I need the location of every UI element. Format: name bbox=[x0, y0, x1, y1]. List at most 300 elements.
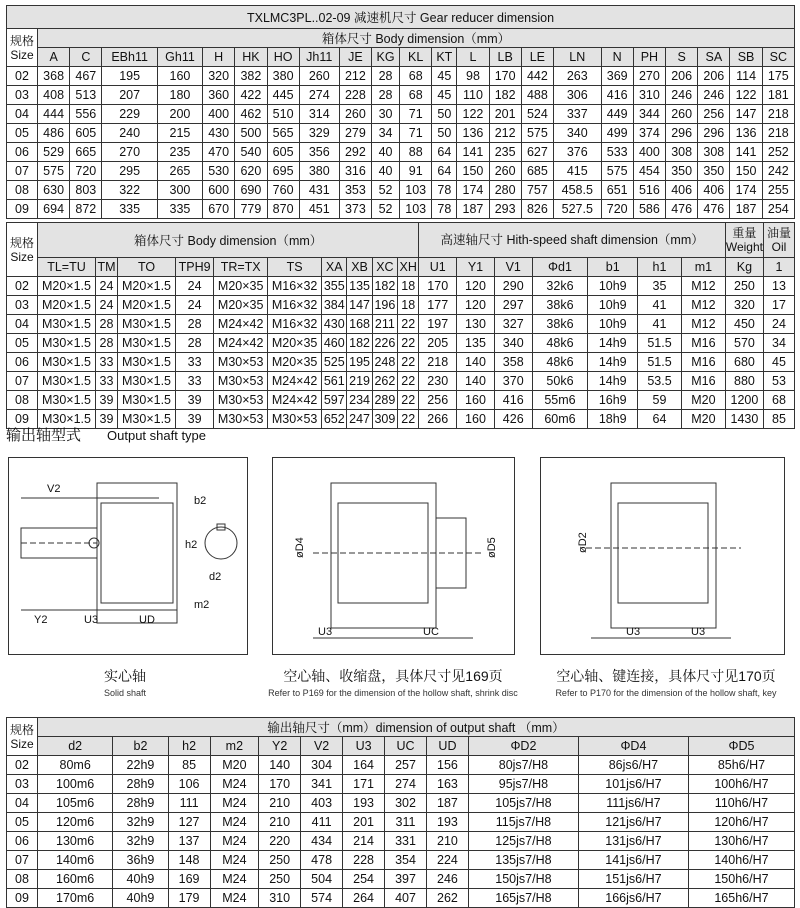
column-header: UD bbox=[426, 737, 468, 756]
table-cell: 177 bbox=[419, 296, 457, 315]
table-row bbox=[7, 794, 795, 813]
column-header: 1 bbox=[764, 258, 795, 277]
table-cell: 205 bbox=[419, 334, 457, 353]
table-cell: 24 bbox=[764, 315, 795, 334]
table-cell: 529 bbox=[38, 143, 70, 162]
output-shaft-dimension-table bbox=[6, 717, 795, 908]
table-cell: 148 bbox=[168, 851, 210, 870]
table-cell: 408 bbox=[38, 86, 70, 105]
table-cell: 187 bbox=[457, 200, 489, 219]
table-cell: 120h6/H7 bbox=[688, 813, 794, 832]
table-cell: 870 bbox=[267, 200, 299, 219]
table-cell: M24 bbox=[210, 851, 259, 870]
table-cell: 575 bbox=[38, 162, 70, 181]
table-cell: 10h9 bbox=[588, 277, 638, 296]
table-cell: 120 bbox=[457, 296, 495, 315]
table-cell: 694 bbox=[38, 200, 70, 219]
table-cell: 270 bbox=[633, 67, 665, 86]
table-cell: 38k6 bbox=[532, 315, 588, 334]
table-cell: 68 bbox=[400, 86, 432, 105]
table-cell: 458.5 bbox=[554, 181, 602, 200]
column-header: KG bbox=[372, 48, 400, 67]
column-header: SA bbox=[698, 48, 730, 67]
table-cell: 254 bbox=[762, 200, 794, 219]
table-cell: 527.5 bbox=[554, 200, 602, 219]
table-cell: 14h9 bbox=[588, 353, 638, 372]
table-cell: M30×1.5 bbox=[118, 410, 176, 429]
table-cell: 22h9 bbox=[113, 756, 168, 775]
table-cell: 344 bbox=[633, 105, 665, 124]
table-cell: 296 bbox=[698, 124, 730, 143]
table-cell: 426 bbox=[494, 410, 532, 429]
table-cell: 88 bbox=[400, 143, 432, 162]
table-cell: 652 bbox=[322, 410, 347, 429]
table-cell: 170 bbox=[259, 775, 301, 794]
table-cell: 280 bbox=[489, 181, 521, 200]
table-cell: 71 bbox=[400, 105, 432, 124]
table-cell: 91 bbox=[400, 162, 432, 181]
table-cell: 406 bbox=[666, 181, 698, 200]
table-cell: 64 bbox=[432, 162, 457, 181]
table-cell: M24 bbox=[210, 775, 259, 794]
table-cell: 450 bbox=[725, 315, 763, 334]
table-cell: 207 bbox=[102, 86, 157, 105]
table-cell: 122 bbox=[457, 105, 489, 124]
table-cell: 182 bbox=[372, 277, 397, 296]
table-cell: 41 bbox=[638, 315, 682, 334]
table-cell: 218 bbox=[762, 124, 794, 143]
size-header bbox=[7, 29, 38, 67]
column-header: Kg bbox=[725, 258, 763, 277]
table-cell: 690 bbox=[235, 181, 267, 200]
table-cell: 880 bbox=[725, 372, 763, 391]
table-cell: 136 bbox=[457, 124, 489, 143]
table-cell: 235 bbox=[489, 143, 521, 162]
column-header: b2 bbox=[113, 737, 168, 756]
table-cell: 131js6/H7 bbox=[578, 832, 688, 851]
table-cell: 218 bbox=[419, 353, 457, 372]
column-header: LE bbox=[521, 48, 553, 67]
table-cell: 300 bbox=[157, 181, 202, 200]
column-header: TS bbox=[268, 258, 322, 277]
column-header: JE bbox=[339, 48, 371, 67]
table-cell: 78 bbox=[432, 200, 457, 219]
table-cell: 39 bbox=[95, 391, 117, 410]
solid-shaft-diagram bbox=[8, 457, 248, 655]
table-cell: M30×1.5 bbox=[38, 372, 96, 391]
table-cell: 400 bbox=[633, 143, 665, 162]
column-header: UC bbox=[385, 737, 427, 756]
table-cell: 600 bbox=[203, 181, 235, 200]
table-cell: 80m6 bbox=[38, 756, 113, 775]
table-cell: 52 bbox=[372, 200, 400, 219]
table-cell: 264 bbox=[343, 889, 385, 908]
table-cell: 337 bbox=[554, 105, 602, 124]
table-cell: 575 bbox=[521, 124, 553, 143]
size-cell: 05 bbox=[7, 124, 38, 143]
table-cell: 50k6 bbox=[532, 372, 588, 391]
table-cell: 565 bbox=[267, 124, 299, 143]
table-cell: 122 bbox=[730, 86, 762, 105]
table-cell: 64 bbox=[432, 143, 457, 162]
label-b2: b2 bbox=[194, 495, 207, 507]
table-row bbox=[7, 86, 795, 105]
column-header: U3 bbox=[343, 737, 385, 756]
label-D5: øD5 bbox=[486, 537, 498, 558]
size-label-en: Size bbox=[10, 736, 34, 751]
table-cell: 103 bbox=[400, 181, 432, 200]
table-cell: 630 bbox=[38, 181, 70, 200]
table-cell: 115js7/H8 bbox=[468, 813, 578, 832]
table-cell: 28 bbox=[176, 334, 214, 353]
column-header: LN bbox=[554, 48, 602, 67]
table-cell: 175 bbox=[762, 67, 794, 86]
table-cell: 470 bbox=[203, 143, 235, 162]
table-cell: 308 bbox=[698, 143, 730, 162]
table-cell: 451 bbox=[299, 200, 339, 219]
table-cell: 380 bbox=[299, 162, 339, 181]
table-cell: 246 bbox=[698, 86, 730, 105]
table-cell: 206 bbox=[698, 67, 730, 86]
table-cell: 486 bbox=[38, 124, 70, 143]
table-cell: 17 bbox=[764, 296, 795, 315]
table-cell: 181 bbox=[762, 86, 794, 105]
table-cell: 355 bbox=[322, 277, 347, 296]
table-cell: 296 bbox=[666, 124, 698, 143]
table-cell: 670 bbox=[203, 200, 235, 219]
table-cell: 368 bbox=[38, 67, 70, 86]
table-cell: 182 bbox=[489, 86, 521, 105]
table-cell: 422 bbox=[235, 86, 267, 105]
table-row bbox=[7, 67, 795, 86]
size-header bbox=[7, 223, 38, 277]
table-cell: 234 bbox=[347, 391, 372, 410]
table-cell: 224 bbox=[426, 851, 468, 870]
table-cell: 369 bbox=[601, 67, 633, 86]
table-row bbox=[7, 105, 795, 124]
table-cell: 445 bbox=[267, 86, 299, 105]
table-cell: 434 bbox=[301, 832, 343, 851]
table-cell: 431 bbox=[299, 181, 339, 200]
table-cell: 219 bbox=[347, 372, 372, 391]
size-cell: 02 bbox=[7, 277, 38, 296]
table-cell: 33 bbox=[95, 372, 117, 391]
table-cell: M16 bbox=[681, 372, 725, 391]
table-cell: 85h6/H7 bbox=[688, 756, 794, 775]
table-cell: 331 bbox=[385, 832, 427, 851]
table-cell: 210 bbox=[259, 794, 301, 813]
table-cell: M24 bbox=[210, 832, 259, 851]
table-cell: M30×1.5 bbox=[38, 334, 96, 353]
table-cell: 256 bbox=[698, 105, 730, 124]
table-cell: M20×35 bbox=[214, 277, 268, 296]
column-header: SC bbox=[762, 48, 794, 67]
hollow-shaft-key-diagram bbox=[540, 457, 785, 655]
column-header: S bbox=[666, 48, 698, 67]
column-header: XH bbox=[398, 258, 419, 277]
table-cell: 13 bbox=[764, 277, 795, 296]
table-cell: 250 bbox=[259, 870, 301, 889]
weight-label-en: Weight bbox=[725, 240, 763, 254]
table-row bbox=[7, 296, 795, 315]
label-U3: U3 bbox=[318, 626, 333, 638]
table-cell: 166js6/H7 bbox=[578, 889, 688, 908]
table-cell: M16 bbox=[681, 334, 725, 353]
table-row bbox=[7, 372, 795, 391]
table-cell: 228 bbox=[339, 86, 371, 105]
section-title-en: Output shaft type bbox=[107, 428, 207, 443]
table-cell: 10h9 bbox=[588, 315, 638, 334]
table-cell: 467 bbox=[70, 67, 102, 86]
column-header: L bbox=[457, 48, 489, 67]
table-cell: 1200 bbox=[725, 391, 763, 410]
table-cell: 14h9 bbox=[588, 372, 638, 391]
table-row bbox=[7, 200, 795, 219]
table-cell: M30×1.5 bbox=[38, 410, 96, 429]
caption-cn: 实心轴 bbox=[104, 668, 146, 684]
table-cell: 504 bbox=[301, 870, 343, 889]
table-row bbox=[7, 181, 795, 200]
label-d2: d2 bbox=[209, 571, 222, 583]
table-cell: M20×1.5 bbox=[38, 277, 96, 296]
hollow-shaft-shrink-disc-diagram bbox=[272, 457, 515, 655]
table-cell: M30×53 bbox=[268, 410, 322, 429]
table-cell: 449 bbox=[601, 105, 633, 124]
column-header: Jh11 bbox=[299, 48, 339, 67]
table-cell: M24 bbox=[210, 794, 259, 813]
body-dimension-header: 箱体尺寸 Body dimension（mm） bbox=[38, 223, 419, 258]
table-cell: 22 bbox=[398, 372, 419, 391]
size-label-en: Size bbox=[10, 47, 34, 62]
column-header: h2 bbox=[168, 737, 210, 756]
table-cell: 685 bbox=[521, 162, 553, 181]
table-cell: 195 bbox=[102, 67, 157, 86]
table-cell: 760 bbox=[267, 181, 299, 200]
table-cell: 60m6 bbox=[532, 410, 588, 429]
size-cell: 06 bbox=[7, 353, 38, 372]
table-cell: 680 bbox=[725, 353, 763, 372]
table-cell: M20×1.5 bbox=[38, 296, 96, 315]
table-cell: 803 bbox=[70, 181, 102, 200]
size-cell: 02 bbox=[7, 67, 38, 86]
table-cell: 160m6 bbox=[38, 870, 113, 889]
size-label-en: Size bbox=[10, 249, 34, 264]
table-cell: 230 bbox=[419, 372, 457, 391]
table-cell: 242 bbox=[762, 162, 794, 181]
table-cell: 55m6 bbox=[532, 391, 588, 410]
table-cell: 160 bbox=[457, 410, 495, 429]
table-cell: M30×1.5 bbox=[38, 315, 96, 334]
table-cell: 262 bbox=[372, 372, 397, 391]
table-cell: 168 bbox=[347, 315, 372, 334]
table-cell: 406 bbox=[698, 181, 730, 200]
table-cell: 163 bbox=[426, 775, 468, 794]
table-cell: M24 bbox=[210, 813, 259, 832]
table-cell: M30×53 bbox=[214, 391, 268, 410]
table-cell: 356 bbox=[299, 143, 339, 162]
table-row bbox=[7, 277, 795, 296]
table-cell: M30×1.5 bbox=[118, 334, 176, 353]
table-row bbox=[7, 124, 795, 143]
column-header: PH bbox=[633, 48, 665, 67]
column-header: XC bbox=[372, 258, 397, 277]
table-cell: 400 bbox=[203, 105, 235, 124]
column-header: Y2 bbox=[259, 737, 301, 756]
caption-en: Refer to P170 for the dimension of the hollow shaft, key bbox=[555, 688, 777, 698]
table-cell: 574 bbox=[301, 889, 343, 908]
table-cell: 415 bbox=[554, 162, 602, 181]
table-cell: 195 bbox=[347, 353, 372, 372]
label-V2: V2 bbox=[47, 483, 61, 495]
table-cell: M24 bbox=[210, 889, 259, 908]
shrink-disc-caption bbox=[262, 666, 524, 698]
size-cell: 09 bbox=[7, 410, 38, 429]
table-cell: 215 bbox=[157, 124, 202, 143]
table-cell: 292 bbox=[339, 143, 371, 162]
table-cell: 136 bbox=[730, 124, 762, 143]
table-cell: 50 bbox=[432, 105, 457, 124]
table-cell: 86js6/H7 bbox=[578, 756, 688, 775]
table-cell: 250 bbox=[725, 277, 763, 296]
table-cell: 370 bbox=[494, 372, 532, 391]
table-cell: 210 bbox=[426, 832, 468, 851]
table-cell: 147 bbox=[730, 105, 762, 124]
oil-label-cn: 油量 bbox=[766, 226, 791, 240]
table-cell: 85 bbox=[168, 756, 210, 775]
table-cell: 310 bbox=[633, 86, 665, 105]
table-cell: 255 bbox=[762, 181, 794, 200]
column-header: d2 bbox=[38, 737, 113, 756]
table-cell: M20 bbox=[681, 391, 725, 410]
table-cell: 32h9 bbox=[113, 813, 168, 832]
column-header: EBh11 bbox=[102, 48, 157, 67]
table-cell: 125js7/H8 bbox=[468, 832, 578, 851]
table-cell: 22 bbox=[398, 334, 419, 353]
table-cell: 170 bbox=[489, 67, 521, 86]
table-cell: 52 bbox=[372, 181, 400, 200]
size-cell: 03 bbox=[7, 775, 38, 794]
table-cell: 274 bbox=[385, 775, 427, 794]
table-cell: 160 bbox=[157, 67, 202, 86]
table-cell: M30×1.5 bbox=[38, 391, 96, 410]
column-header: N bbox=[601, 48, 633, 67]
table-row bbox=[7, 315, 795, 334]
table-cell: 311 bbox=[385, 813, 427, 832]
column-header: HO bbox=[267, 48, 299, 67]
table-cell: 382 bbox=[235, 67, 267, 86]
table-cell: 340 bbox=[554, 124, 602, 143]
table-cell: 376 bbox=[554, 143, 602, 162]
table-cell: 39 bbox=[176, 410, 214, 429]
column-header: TR=TX bbox=[214, 258, 268, 277]
table-cell: 135 bbox=[347, 277, 372, 296]
table-cell: 322 bbox=[102, 181, 157, 200]
table-cell: 510 bbox=[267, 105, 299, 124]
table-cell: 247 bbox=[347, 410, 372, 429]
table-cell: 169 bbox=[168, 870, 210, 889]
table-cell: 533 bbox=[601, 143, 633, 162]
table-cell: 335 bbox=[102, 200, 157, 219]
size-label-cn: 规格 bbox=[9, 235, 34, 250]
table-cell: 33 bbox=[95, 353, 117, 372]
table-cell: 95js7/H8 bbox=[468, 775, 578, 794]
column-header: XB bbox=[347, 258, 372, 277]
table-cell: 488 bbox=[521, 86, 553, 105]
table-cell: M30×1.5 bbox=[38, 353, 96, 372]
size-cell: 09 bbox=[7, 889, 38, 908]
table-cell: 260 bbox=[489, 162, 521, 181]
column-header: m1 bbox=[681, 258, 725, 277]
label-UC: UC bbox=[423, 626, 439, 638]
table-cell: 137 bbox=[168, 832, 210, 851]
table-cell: 513 bbox=[70, 86, 102, 105]
table-cell: 570 bbox=[725, 334, 763, 353]
table-cell: 266 bbox=[419, 410, 457, 429]
table-cell: 444 bbox=[38, 105, 70, 124]
table-cell: 68 bbox=[400, 67, 432, 86]
table-cell: 38k6 bbox=[532, 296, 588, 315]
table-cell: 250 bbox=[259, 851, 301, 870]
table-cell: 211 bbox=[372, 315, 397, 334]
table-row bbox=[7, 391, 795, 410]
table-cell: 212 bbox=[339, 67, 371, 86]
table-cell: 85 bbox=[764, 410, 795, 429]
table-cell: M30×1.5 bbox=[118, 372, 176, 391]
table-cell: 187 bbox=[426, 794, 468, 813]
label-D2: øD2 bbox=[577, 532, 589, 553]
solid-shaft-caption bbox=[60, 666, 190, 698]
table-cell: 24 bbox=[176, 277, 214, 296]
table-cell: 757 bbox=[521, 181, 553, 200]
table-cell: M16×32 bbox=[268, 315, 322, 334]
caption-cn: 空心轴、收缩盘，具体尺寸见169页 bbox=[283, 668, 503, 684]
table-cell: M12 bbox=[681, 296, 725, 315]
column-header: m2 bbox=[210, 737, 259, 756]
table-cell: 141 bbox=[730, 143, 762, 162]
label-D4: øD4 bbox=[294, 537, 306, 558]
table-cell: 316 bbox=[339, 162, 371, 181]
table-cell: 68 bbox=[764, 391, 795, 410]
table-cell: 260 bbox=[666, 105, 698, 124]
section-heading bbox=[6, 424, 232, 445]
column-header: h1 bbox=[638, 258, 682, 277]
column-header: HK bbox=[235, 48, 267, 67]
table-cell: 476 bbox=[698, 200, 730, 219]
table-cell: 182 bbox=[347, 334, 372, 353]
table-cell: 53 bbox=[764, 372, 795, 391]
table-cell: 373 bbox=[339, 200, 371, 219]
table-cell: 263 bbox=[554, 67, 602, 86]
table-cell: 605 bbox=[70, 124, 102, 143]
table-cell: 308 bbox=[666, 143, 698, 162]
table-row bbox=[7, 162, 795, 181]
table-cell: 14h9 bbox=[588, 334, 638, 353]
table-cell: 290 bbox=[494, 277, 532, 296]
table-cell: 140h6/H7 bbox=[688, 851, 794, 870]
table-row bbox=[7, 756, 795, 775]
table-cell: 22 bbox=[398, 410, 419, 429]
table-cell: 540 bbox=[235, 143, 267, 162]
table-cell: 442 bbox=[521, 67, 553, 86]
table-cell: 51.5 bbox=[638, 353, 682, 372]
table-cell: 403 bbox=[301, 794, 343, 813]
size-cell: 04 bbox=[7, 794, 38, 813]
table-cell: 135 bbox=[457, 334, 495, 353]
table-cell: 150 bbox=[457, 162, 489, 181]
table-cell: 39 bbox=[95, 410, 117, 429]
table-cell: 605 bbox=[267, 143, 299, 162]
table-cell: M24×42 bbox=[268, 372, 322, 391]
